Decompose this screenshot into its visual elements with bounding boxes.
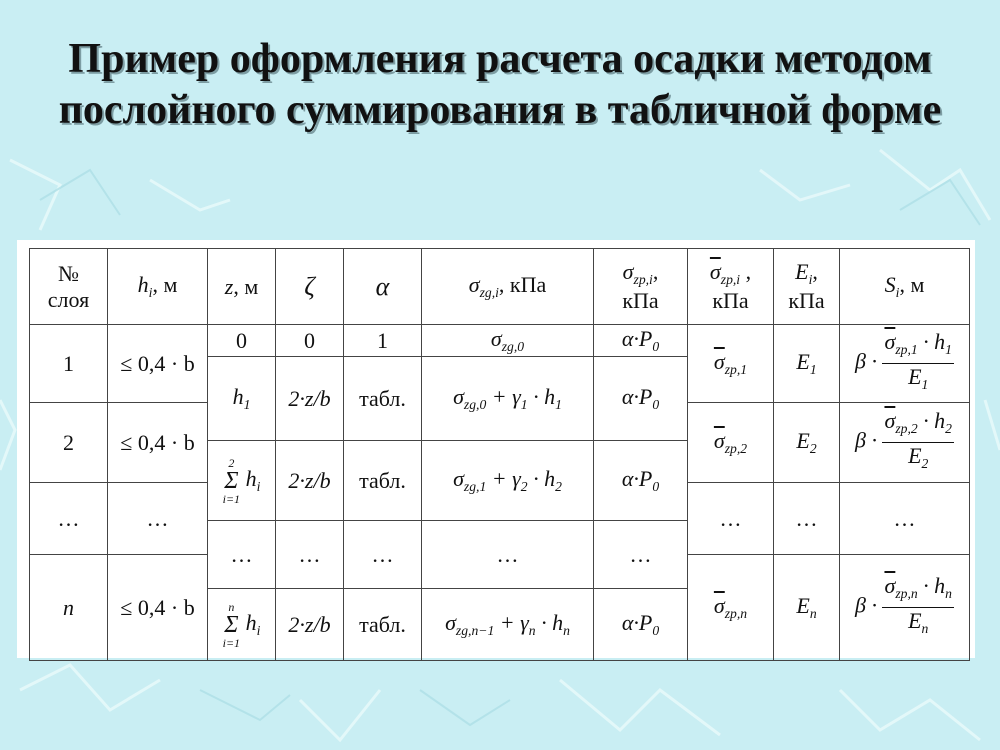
z-value: $h_1$: [208, 357, 276, 441]
alpha-value: табл.: [344, 357, 422, 441]
e-value: $E_1$: [774, 325, 840, 403]
zeta-value: 2·z/b: [276, 357, 344, 441]
sigma-zp-avg-value: $\overline{\sigma}_{zp,n}$: [688, 555, 774, 661]
s-value: β · $\frac{\overline{\sigma}_{zp,n} \cdot h_n}{E_n}$: [840, 555, 970, 661]
layer-number: n: [30, 555, 108, 661]
zeta-value: 0: [276, 325, 344, 357]
header-alpha: α: [344, 249, 422, 325]
sigma-zg-value: $\sigma_{zg,1} + \gamma_2 \cdot h_2$: [422, 441, 594, 521]
layer-number: …: [30, 483, 108, 555]
layer-number: 2: [30, 403, 108, 483]
sigma-zp-value: …: [594, 521, 688, 589]
e-value: …: [774, 483, 840, 555]
zeta-value: 2·z/b: [276, 589, 344, 661]
alpha-value: табл.: [344, 589, 422, 661]
slide-title: Пример оформления расчета осадки методом послойного суммирования в табличной форме: [58, 36, 942, 133]
sigma-zp-value: $\alpha\cdot P_0$: [594, 441, 688, 521]
alpha-value: 1: [344, 325, 422, 357]
s-value: β · $\frac{\overline{\sigma}_{zp,2} \cdot h_2}{E_2}$: [840, 403, 970, 483]
table-row: [30, 325, 970, 357]
header-row: [30, 249, 970, 325]
z-value: …: [208, 521, 276, 589]
zeta-value: …: [276, 521, 344, 589]
sigma-zp-avg-value: $\overline{\sigma}_{zp,1}$: [688, 325, 774, 403]
sigma-zp-avg-value: …: [688, 483, 774, 555]
sigma-zp-avg-value: $\overline{\sigma}_{zp,2}$: [688, 403, 774, 483]
header-hi: $h_i$, м: [108, 249, 208, 325]
z-value: n Σ i=1 $h_i$: [208, 589, 276, 661]
z-value: 0: [208, 325, 276, 357]
settlement-table: [29, 248, 970, 661]
s-value: …: [840, 483, 970, 555]
z-value: 2 Σ i=1 $h_i$: [208, 441, 276, 521]
e-value: $E_2$: [774, 403, 840, 483]
layer-thickness: ≤ 0,4 · b: [108, 555, 208, 661]
header-e: $E_i$, кПа: [774, 249, 840, 325]
header-layer-no: № слоя: [30, 249, 108, 325]
alpha-value: …: [344, 521, 422, 589]
header-zeta: ζ: [276, 249, 344, 325]
header-z: z, м: [208, 249, 276, 325]
layer-thickness: ≤ 0,4 · b: [108, 403, 208, 483]
header-sigma-zp: $\sigma_{zp,i}$, кПа: [594, 249, 688, 325]
header-sigma-zg: $\sigma_{zg,i}$, кПа: [422, 249, 594, 325]
sigma-zg-value: $\sigma_{zg,0} + \gamma_1 \cdot h_1$: [422, 357, 594, 441]
alpha-value: табл.: [344, 441, 422, 521]
sigma-zg-value: $\sigma_{zg,n-1} + \gamma_n \cdot h_n$: [422, 589, 594, 661]
e-value: $E_n$: [774, 555, 840, 661]
zeta-value: 2·z/b: [276, 441, 344, 521]
s-value: β · $\frac{\overline{\sigma}_{zp,1} \cdot h_1}{E_1}$: [840, 325, 970, 403]
sigma-zp-value: $\alpha\cdot P_0$: [594, 325, 688, 357]
table-panel: [17, 240, 975, 658]
layer-thickness: …: [108, 483, 208, 555]
sigma-zp-value: $\alpha\cdot P_0$: [594, 589, 688, 661]
layer-thickness: ≤ 0,4 · b: [108, 325, 208, 403]
layer-number: 1: [30, 325, 108, 403]
sigma-zg-value: …: [422, 521, 594, 589]
header-s: $S_i$, м: [840, 249, 970, 325]
sigma-zp-value: $\alpha\cdot P_0$: [594, 357, 688, 441]
sigma-zg-value: $\sigma_{zg,0}$: [422, 325, 594, 357]
header-sigma-zp-avg: $\overline{\sigma}_{zp,i}$ , кПа: [688, 249, 774, 325]
